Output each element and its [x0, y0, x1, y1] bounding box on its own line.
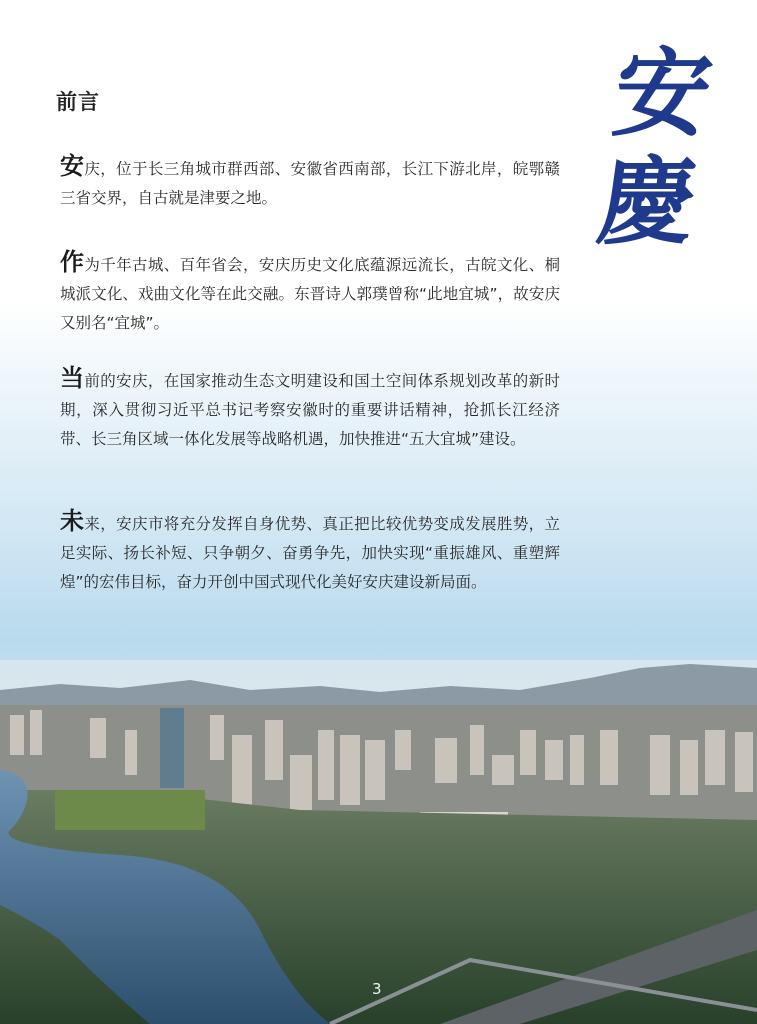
drop-cap: 安: [60, 152, 85, 180]
paragraph-text: 庆，位于长三角城市群西部、安徽省西南部，长江下游北岸，皖鄂赣三省交界，自古就是津要之地。: [60, 160, 560, 207]
calligraphy-title: [575, 37, 735, 258]
paragraph-1: [60, 154, 560, 213]
paragraph-text: 来，安庆市将充分发挥自身优势、真正把比较优势变成发展胜势，立足实际、扬长补短、只争朝夕、奋勇争先，加快实现“重振雄风、重塑辉煌”的宏伟目标，奋力开创中国式现代化美好安庆建设新局面。: [60, 515, 560, 591]
paragraph-2: [60, 250, 560, 338]
drop-cap: 未: [60, 507, 85, 535]
calligraphy-char-1: 安: [606, 37, 719, 150]
drop-cap: 作: [60, 248, 85, 276]
paragraph-4: [60, 509, 560, 597]
city-aerial-photo: [0, 660, 757, 1024]
paragraph-3: [60, 366, 560, 454]
page-title: 前言: [56, 90, 100, 114]
calligraphy-char-2: 慶: [591, 145, 704, 258]
paragraph-text: 前的安庆，在国家推动生态文明建设和国土空间体系规划改革的新时期，深入贯彻习近平总书记考察安徽时的重要讲话精神，抢抓长江经济带、长三角区域一体化发展等战略机遇，加快推进“五大宜城”建设。: [60, 372, 560, 448]
page-number: 3: [372, 980, 382, 998]
paragraph-text: 为千年古城、百年省会，安庆历史文化底蕴源远流长，古皖文化、桐城派文化、戏曲文化等在此交融。东晋诗人郭璞曾称“此地宜城”，故安庆又别名“宜城”。: [60, 256, 560, 332]
drop-cap: 当: [60, 364, 85, 392]
